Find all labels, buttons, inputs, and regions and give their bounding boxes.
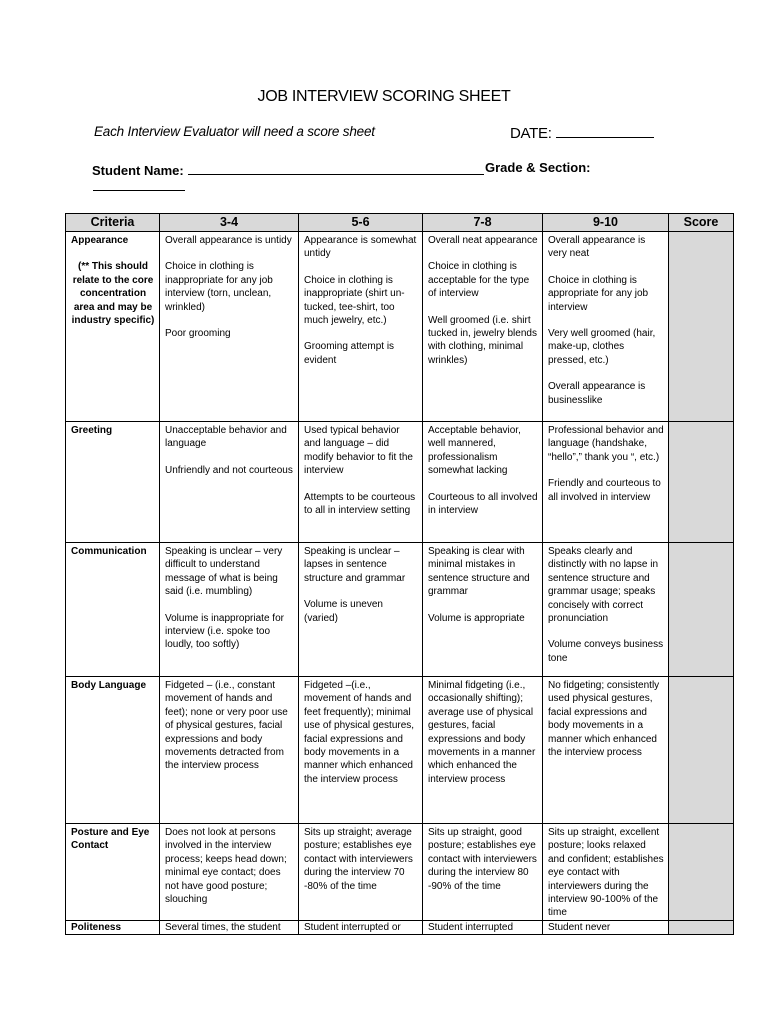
table-row-greeting bbox=[66, 422, 734, 543]
rubric-cell-9-10 bbox=[543, 677, 669, 824]
rubric-text: Volume is inappropriate for interview (i.e. spoke too loudly, too softly) bbox=[165, 612, 284, 651]
date-blank-line[interactable] bbox=[556, 123, 654, 138]
criteria-cell bbox=[66, 677, 160, 824]
criteria-label: Appearance bbox=[71, 235, 129, 246]
rubric-cell-7-8 bbox=[423, 422, 543, 543]
column-header-criteria: Criteria bbox=[66, 214, 160, 232]
criteria-label: Posture and Eye Contact bbox=[71, 827, 150, 852]
rubric-text: Poor grooming bbox=[165, 328, 231, 340]
criteria-label: Politeness bbox=[71, 921, 122, 933]
criteria-cell bbox=[66, 543, 160, 677]
rubric-text: Speaking is unclear – very difficult to understand message of what is being said (i.e. mumbling) bbox=[165, 546, 283, 598]
table-row-communication bbox=[66, 543, 734, 677]
rubric-text: Volume is appropriate bbox=[428, 612, 525, 624]
rubric-text: Speaking is clear with minimal mistakes in sentence structure and grammar bbox=[428, 546, 530, 598]
column-header-score: Score bbox=[669, 214, 734, 232]
rubric-text: Sits up straight, excellent posture; looks relaxed and confident; establishes eye contact with interviewers during the interview 90-100% of the time bbox=[548, 827, 664, 919]
rubric-text: Courteous to all involved in interview bbox=[428, 491, 538, 517]
rubric-text: Professional behavior and language (handshake, “hello”,” thank you “, etc.) bbox=[548, 425, 664, 463]
date-label: DATE: bbox=[510, 125, 552, 142]
criteria-cell bbox=[66, 824, 160, 921]
student-name-blank-line[interactable] bbox=[188, 160, 484, 175]
rubric-cell-7-8 bbox=[423, 677, 543, 824]
table-row-body-language bbox=[66, 677, 734, 824]
rubric-text: Appearance is somewhat untidy bbox=[304, 235, 417, 260]
student-name-label: Student Name: bbox=[92, 163, 184, 178]
rubric-cell-9-10 bbox=[543, 824, 669, 921]
rubric-text: Unacceptable behavior and language bbox=[165, 425, 287, 450]
rubric-cell-5-6 bbox=[299, 677, 423, 824]
rubric-text: Very well groomed (hair, make-up, clothes pressed, etc.) bbox=[548, 328, 656, 366]
rubric-text: Fidgeted –(i.e., movement of hands and feet frequently); minimal use of physical gestures, facial expressions and body movements in a manner which enhanced the interview process bbox=[304, 680, 415, 785]
rubric-text: Fidgeted – (i.e., constant movement of hands and feet); none or very poor use of physical gestures, facial expressions and body movements detracted from the interview process bbox=[165, 680, 288, 772]
criteria-label: Communication bbox=[71, 546, 147, 557]
rubric-cell-7-8 bbox=[423, 920, 543, 934]
rubric-text: Friendly and courteous to all involved in interview bbox=[548, 478, 661, 503]
criteria-note: (** This should relate to the core concentration area and may be industry specific) bbox=[71, 261, 155, 327]
rubric-cell-5-6 bbox=[299, 232, 423, 422]
criteria-label: Body Language bbox=[71, 680, 147, 691]
score-cell[interactable] bbox=[669, 232, 734, 422]
rubric-cell-5-6 bbox=[299, 920, 423, 934]
table-row-politeness bbox=[66, 920, 734, 934]
rubric-text: Several times, the student bbox=[165, 921, 281, 933]
rubric-cell-3-4 bbox=[160, 422, 299, 543]
rubric-text: Student interrupted bbox=[428, 921, 514, 933]
rubric-text: Student interrupted or bbox=[304, 921, 401, 933]
grade-section-label: Grade & Section: bbox=[485, 160, 591, 175]
rubric-text: Unfriendly and not courteous bbox=[165, 464, 293, 476]
rubric-cell-9-10 bbox=[543, 232, 669, 422]
criteria-cell bbox=[66, 920, 160, 934]
rubric-cell-3-4 bbox=[160, 543, 299, 677]
rubric-text: Choice in clothing is inappropriate (shirt un-tucked, tee-shirt, too much jewelry, etc.) bbox=[304, 274, 405, 327]
rubric-cell-3-4 bbox=[160, 920, 299, 934]
rubric-cell-5-6 bbox=[299, 824, 423, 921]
scoring-rubric-table bbox=[65, 213, 734, 935]
criteria-label: Greeting bbox=[71, 425, 113, 436]
rubric-text: Acceptable behavior, well mannered, professionalism somewhat lacking bbox=[428, 425, 521, 477]
rubric-cell-7-8 bbox=[423, 824, 543, 921]
page-title: JOB INTERVIEW SCORING SHEET bbox=[257, 88, 511, 105]
criteria-cell bbox=[66, 422, 160, 543]
student-name-field[interactable] bbox=[92, 160, 484, 178]
rubric-text: Does not look at persons involved in the interview process; keeps head down; minimal eye contact; does not have good posture; slouching bbox=[165, 827, 287, 906]
score-cell[interactable] bbox=[669, 422, 734, 543]
rubric-text: Choice in clothing is acceptable for the type of interview bbox=[428, 261, 530, 300]
column-header-5-6: 5-6 bbox=[299, 214, 423, 232]
table-header-row bbox=[66, 214, 734, 232]
column-header-9-10: 9-10 bbox=[543, 214, 669, 232]
grade-section-blank-line[interactable] bbox=[93, 190, 185, 191]
rubric-cell-3-4 bbox=[160, 677, 299, 824]
rubric-cell-3-4 bbox=[160, 824, 299, 921]
rubric-text: Overall appearance is untidy bbox=[165, 235, 292, 246]
rubric-text: Choice in clothing is inappropriate for any job interview (torn, unclean, wrinkled) bbox=[165, 261, 273, 313]
rubric-text: Overall appearance is businesslike bbox=[548, 381, 646, 406]
rubric-cell-7-8 bbox=[423, 543, 543, 677]
table-row-appearance bbox=[66, 232, 734, 422]
rubric-cell-3-4 bbox=[160, 232, 299, 422]
rubric-text: Sits up straight; average posture; establishes eye contact with interviewers during the interview 70 -80% of the time bbox=[304, 827, 413, 892]
rubric-text: Grooming attempt is evident bbox=[304, 341, 395, 366]
rubric-text: Student never bbox=[548, 921, 611, 933]
rubric-text: Well groomed (i.e. shirt tucked in, jewelry blends with clothing, minimal wrinkles) bbox=[428, 314, 537, 366]
rubric-text: Overall neat appearance bbox=[428, 235, 538, 246]
rubric-cell-9-10 bbox=[543, 422, 669, 543]
rubric-text: Overall appearance is very neat bbox=[548, 235, 646, 260]
score-cell[interactable] bbox=[669, 677, 734, 824]
score-cell[interactable] bbox=[669, 920, 734, 934]
rubric-cell-9-10 bbox=[543, 920, 669, 934]
rubric-text: No fidgeting; consistently used physical gestures, facial expressions and body movements in a manner which enhanced the interview process bbox=[548, 680, 660, 759]
table-row-posture-eye-contact bbox=[66, 824, 734, 921]
rubric-text: Sits up straight, good posture; establishes eye contact with interviewers during the interview 80 -90% of the time bbox=[428, 827, 537, 892]
rubric-text: Choice in clothing is appropriate for any job interview bbox=[548, 274, 649, 313]
score-cell[interactable] bbox=[669, 824, 734, 921]
rubric-text: Speaks clearly and distinctly with no lapse in sentence structure and grammar usage; speaks concisely with correct pronunciation bbox=[548, 546, 659, 625]
rubric-text: Used typical behavior and language – did modify behavior to fit the interview bbox=[304, 425, 413, 477]
evaluator-note: Each Interview Evaluator will need a score sheet bbox=[94, 124, 375, 139]
rubric-cell-5-6 bbox=[299, 422, 423, 543]
rubric-cell-7-8 bbox=[423, 232, 543, 422]
score-cell[interactable] bbox=[669, 543, 734, 677]
criteria-cell bbox=[66, 232, 160, 422]
rubric-cell-5-6 bbox=[299, 543, 423, 677]
date-field[interactable] bbox=[510, 123, 654, 142]
column-header-3-4: 3-4 bbox=[160, 214, 299, 232]
rubric-text: Speaking is unclear – lapses in sentence structure and grammar bbox=[304, 546, 406, 584]
rubric-text: Volume is uneven (varied) bbox=[304, 599, 383, 624]
column-header-7-8: 7-8 bbox=[423, 214, 543, 232]
rubric-text: Minimal fidgeting (i.e., occasionally shifting); average use of physical gestures, facial expressions and body movements in a manner which enhanced the interview process bbox=[428, 680, 536, 785]
rubric-text: Attempts to be courteous to all in interview setting bbox=[304, 491, 416, 517]
rubric-text: Volume conveys business tone bbox=[548, 639, 664, 664]
rubric-cell-9-10 bbox=[543, 543, 669, 677]
